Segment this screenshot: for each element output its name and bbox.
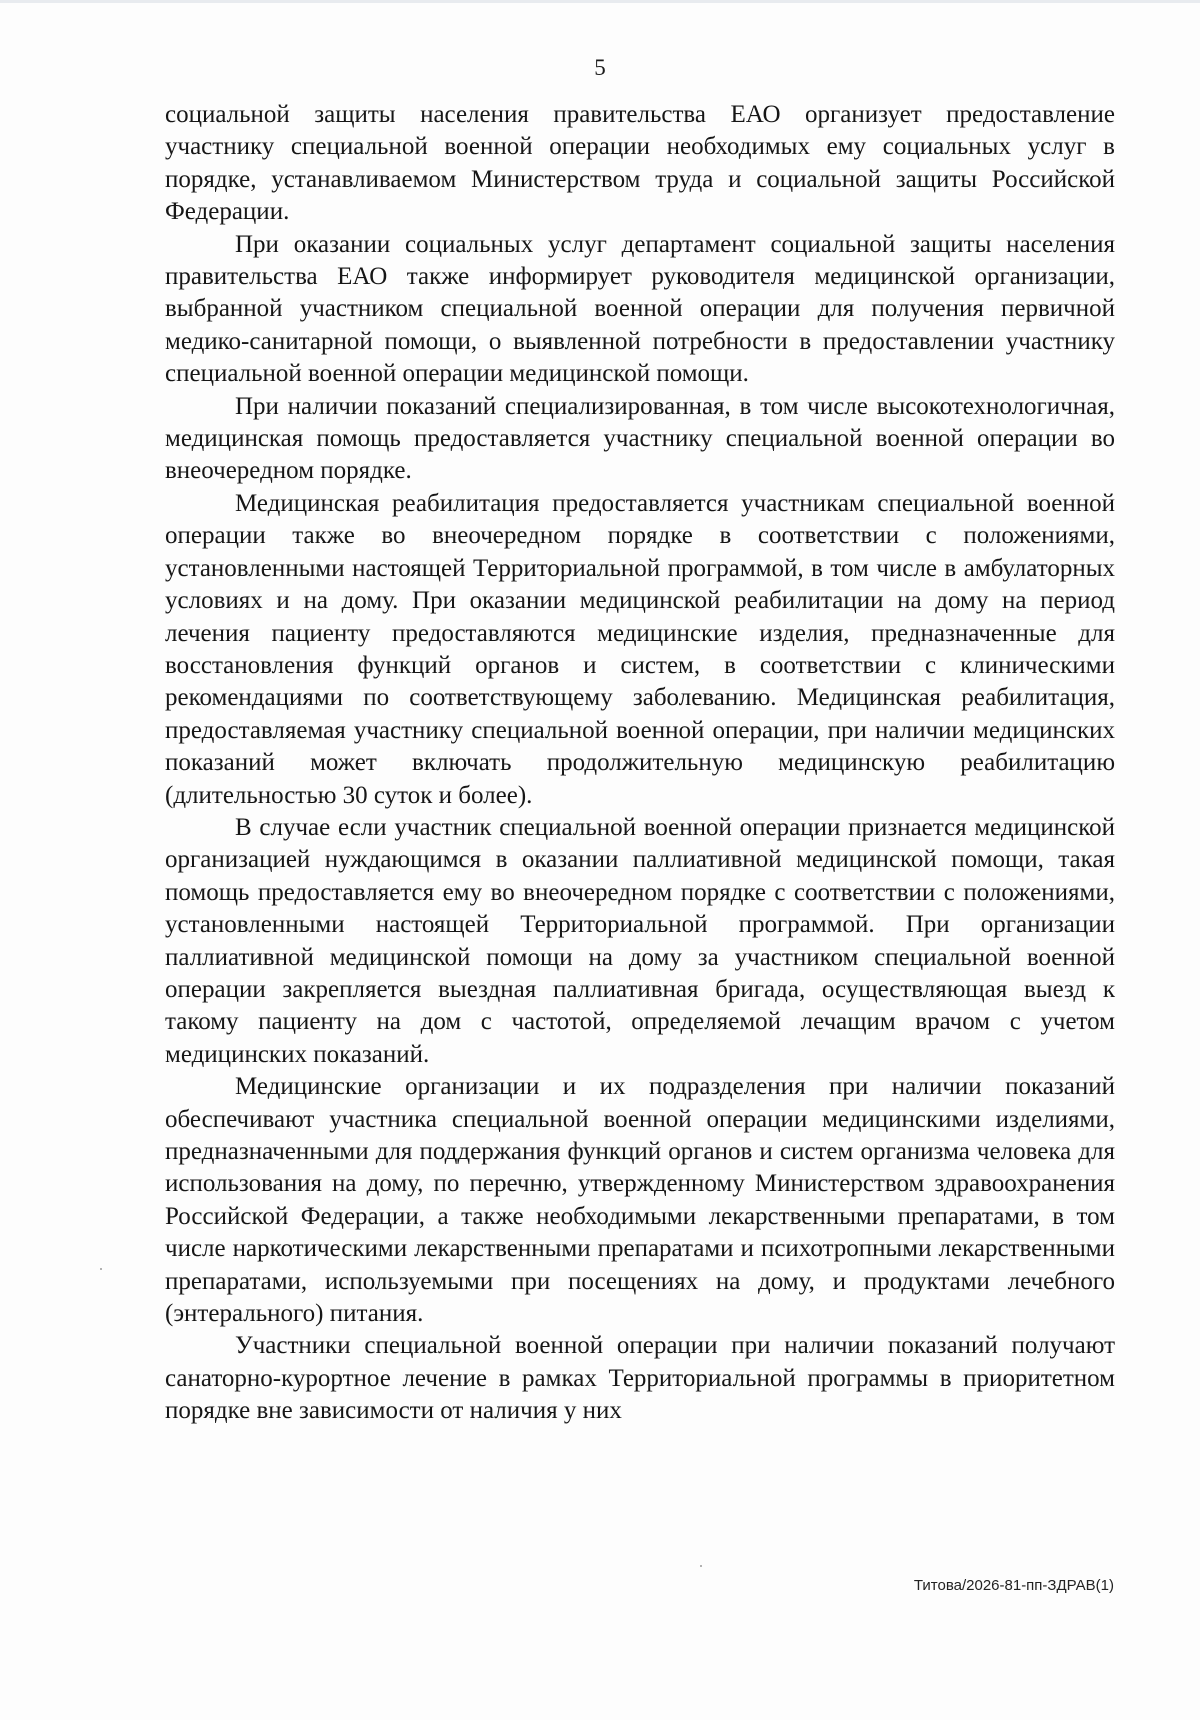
paragraph-specialized-care: При наличии показаний специализированная, в том числе высокотехнологичная, медицинская помощь предоставляется участнику специальной военной операции во внеочередном порядке. [165, 392, 1115, 485]
scan-top-edge [0, 0, 1200, 3]
paragraph-sanatorium: Участники специальной военной операции при наличии показаний получают санаторно-курортное лечение в рамках Территориальной программы в приоритетном порядке вне зависимости от наличия у них [165, 1332, 1115, 1425]
paragraph-rehabilitation: Медицинская реабилитация предоставляется участникам специальной военной операции также во внеочередном порядке в соответствии с положениями, установленными настоящей Территориальной программой, в том числе в амбулаторных условиях и на дому. При оказании медицинской реабилитации на дому на период лечения пациенту предоставляются медицинские изделия, предназначенные для восстановления функций органов и систем, в соответствии с клиническими рекомендациями по соответствующему заболеванию. Медицинская реабилитация, предоставляемая участнику специальной военной операции, при наличии медицинских показаний может включать продолжительную медицинскую реабилитацию (длительностью 30 суток и более). [165, 489, 1115, 809]
paragraph-social-services: При оказании социальных услуг департамент социальной защиты населения правительства ЕАО также информирует руководителя медицинской организации, выбранной участником специальной военной операции для получения первичной медико-санитарной помощи, о выявленной потребности в предоставлении участнику специальной военной операции медицинской помощи. [165, 230, 1115, 388]
paragraph-palliative-care: В случае если участник специальной военной операции признается медицинской организацией нуждающимся в оказании паллиативной медицинской помощи, такая помощь предоставляется ему во внеочередном порядке с соответствии с положениями, установленными настоящей Территориальной программой. При организации паллиативной медицинской помощи на дому за участником специальной военной операции закрепляется выездная паллиативная бригада, осуществляющая выезд к такому пациенту на дом с частотой, определяемой лечащим врачом с учетом медицинских показаний. [165, 813, 1115, 1068]
paragraph-continuation: социальной защиты населения правительства ЕАО организует предоставление участнику специальной военной операции необходимых ему социальных услуг в порядке, устанавливаемом Министерством труда и социальной защиты Российской Федерации. [165, 101, 1115, 226]
document-body [165, 99, 1115, 1428]
document-footer-code: Титова/2026-81-пп-ЗДРАВ(1) [913, 1577, 1114, 1594]
scan-speck [700, 1565, 702, 1567]
paragraph-medical-devices: Медицинские организации и их подразделения при наличии показаний обеспечивают участника специальной военной операции медицинскими изделиями, предназначенными для поддержания функций органов и систем организма человека для использования на дому, по перечню, утвержденному Министерством здравоохранения Российской Федерации, а также необходимыми лекарственными препаратами, в том числе наркотическими лекарственными препаратами и психотропными лекарственными препаратами, используемыми при посещениях на дому, и продуктами лечебного (энтерального) питания. [165, 1073, 1115, 1328]
scan-speck [100, 1268, 102, 1270]
page-number: 5 [594, 55, 606, 80]
